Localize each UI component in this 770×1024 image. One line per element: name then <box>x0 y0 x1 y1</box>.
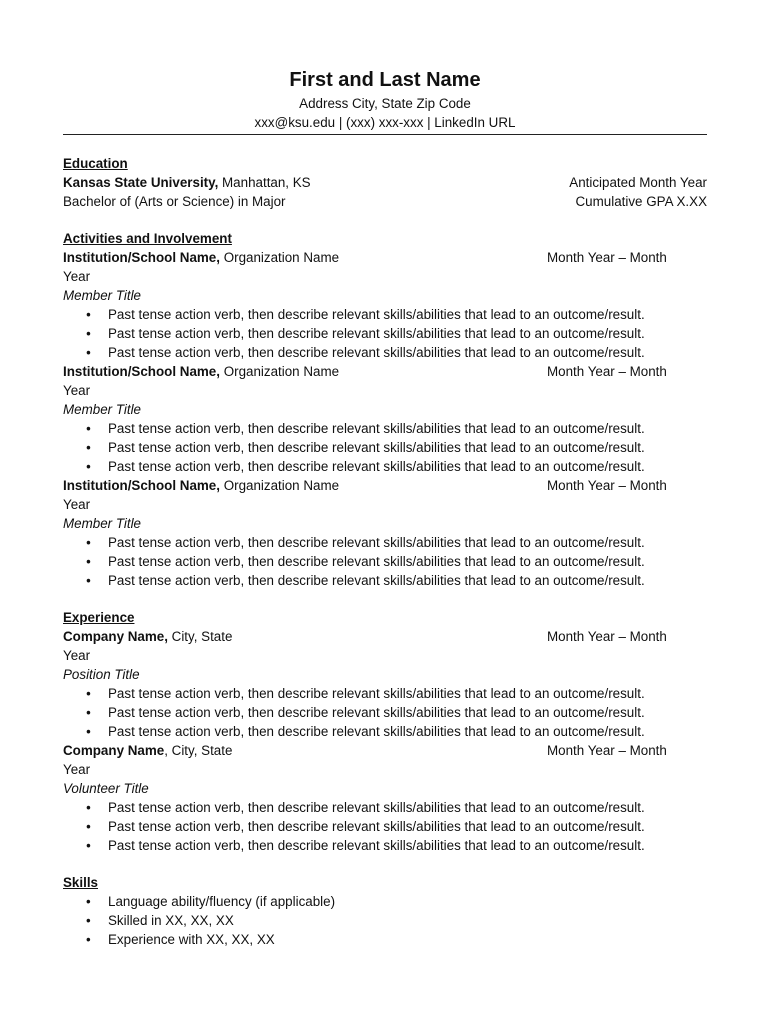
skills-section <box>63 873 707 949</box>
bullet-icon: • <box>86 686 91 701</box>
entry-date-range: Month Year – Month <box>547 250 667 265</box>
bullet-item <box>63 552 707 571</box>
entry-date-continuation: Year <box>63 762 91 777</box>
entry-org-detail: Organization Name <box>219 364 340 379</box>
bullet-item <box>63 457 707 476</box>
resume-entry <box>63 248 707 362</box>
resume-entry <box>63 476 707 590</box>
entry-org-name: Company Name <box>63 743 165 758</box>
entry-header <box>63 741 707 779</box>
experience-heading: Experience <box>63 610 135 625</box>
entry-date-range: Month Year – Month <box>547 743 667 758</box>
entry-header <box>63 362 707 400</box>
bullet-text: Past tense action verb, then describe relevant skills/abilities that lead to an outcome/result. <box>108 724 645 739</box>
skill-item <box>63 911 707 930</box>
bullet-text: Past tense action verb, then describe relevant skills/abilities that lead to an outcome/result. <box>108 573 645 588</box>
bullet-text: Past tense action verb, then describe relevant skills/abilities that lead to an outcome/result. <box>108 421 645 436</box>
bullet-item <box>63 798 707 817</box>
bullet-item <box>63 703 707 722</box>
bullet-text: Past tense action verb, then describe relevant skills/abilities that lead to an outcome/result. <box>108 800 645 815</box>
entry-org-detail: , City, State <box>164 743 233 758</box>
entry-header <box>63 627 707 665</box>
resume-entry <box>63 627 707 741</box>
school-location: Manhattan, KS <box>218 175 311 190</box>
education-heading: Education <box>63 156 128 171</box>
bullet-item <box>63 533 707 552</box>
bullet-icon: • <box>86 819 91 834</box>
resume-header <box>63 66 707 132</box>
bullet-item <box>63 722 707 741</box>
address-line: Address City, State Zip Code <box>299 96 471 111</box>
entry-header <box>63 248 707 286</box>
entry-role-title: Position Title <box>63 667 140 682</box>
bullet-item <box>63 836 707 855</box>
gpa: Cumulative GPA X.XX <box>575 194 707 209</box>
entry-date-range: Month Year – Month <box>547 478 667 493</box>
bullet-text: Past tense action verb, then describe relevant skills/abilities that lead to an outcome/result. <box>108 440 645 455</box>
bullet-icon: • <box>86 932 91 947</box>
bullet-text: Past tense action verb, then describe relevant skills/abilities that lead to an outcome/result. <box>108 307 645 322</box>
experience-section <box>63 608 707 855</box>
skill-item <box>63 930 707 949</box>
resume-page <box>63 66 707 949</box>
bullet-item <box>63 324 707 343</box>
activities-section <box>63 229 707 590</box>
activities-entries <box>63 248 707 590</box>
entry-bullets <box>63 305 707 362</box>
bullet-icon: • <box>86 440 91 455</box>
entry-org-name: Institution/School Name, <box>63 478 220 493</box>
bullet-item <box>63 438 707 457</box>
entry-date-continuation: Year <box>63 497 91 512</box>
entry-role-title: Member Title <box>63 516 142 531</box>
entry-date-range: Month Year – Month <box>547 364 667 379</box>
entry-role-title: Member Title <box>63 402 142 417</box>
education-section <box>63 154 707 211</box>
bullet-text: Past tense action verb, then describe relevant skills/abilities that lead to an outcome/result. <box>108 554 645 569</box>
bullet-icon: • <box>86 307 91 322</box>
bullet-text: Past tense action verb, then describe relevant skills/abilities that lead to an outcome/result. <box>108 535 645 550</box>
bullet-icon: • <box>86 554 91 569</box>
bullet-item <box>63 305 707 324</box>
bullet-text: Past tense action verb, then describe relevant skills/abilities that lead to an outcome/result. <box>108 345 645 360</box>
school-name: Kansas State University, <box>63 175 219 190</box>
entry-org-detail: Organization Name <box>219 478 340 493</box>
bullet-icon: • <box>86 421 91 436</box>
bullet-icon: • <box>86 724 91 739</box>
bullet-text: Past tense action verb, then describe relevant skills/abilities that lead to an outcome/result. <box>108 326 645 341</box>
entry-org-detail: Organization Name <box>219 250 340 265</box>
entry-role-title: Member Title <box>63 288 142 303</box>
entry-role-title: Volunteer Title <box>63 781 149 796</box>
bullet-item <box>63 817 707 836</box>
bullet-item <box>63 343 707 362</box>
entry-date-continuation: Year <box>63 383 91 398</box>
education-school-row <box>63 173 707 192</box>
entry-bullets <box>63 798 707 855</box>
bullet-icon: • <box>86 326 91 341</box>
activities-heading: Activities and Involvement <box>63 231 232 246</box>
entry-date-continuation: Year <box>63 648 91 663</box>
bullet-text: Skilled in XX, XX, XX <box>108 913 234 928</box>
bullet-icon: • <box>86 894 91 909</box>
degree: Bachelor of (Arts or Science) in Major <box>63 194 286 209</box>
entry-bullets <box>63 533 707 590</box>
graduation-date: Anticipated Month Year <box>569 175 707 190</box>
skill-item <box>63 892 707 911</box>
entry-org-name: Institution/School Name, <box>63 364 220 379</box>
bullet-icon: • <box>86 838 91 853</box>
skills-heading: Skills <box>63 875 98 890</box>
bullet-icon: • <box>86 459 91 474</box>
bullet-icon: • <box>86 705 91 720</box>
entry-org-detail: City, State <box>167 629 233 644</box>
bullet-icon: • <box>86 800 91 815</box>
bullet-icon: • <box>86 535 91 550</box>
resume-entry <box>63 362 707 476</box>
bullet-item <box>63 684 707 703</box>
bullet-text: Past tense action verb, then describe relevant skills/abilities that lead to an outcome/result. <box>108 819 645 834</box>
entry-bullets <box>63 684 707 741</box>
resume-entry <box>63 741 707 855</box>
header-divider <box>63 134 707 135</box>
bullet-item <box>63 571 707 590</box>
bullet-text: Language ability/fluency (if applicable) <box>108 894 336 909</box>
entry-org-name: Institution/School Name, <box>63 250 220 265</box>
entry-bullets <box>63 419 707 476</box>
contact-line: xxx@ksu.edu | (xxx) xxx-xxx | LinkedIn URL <box>254 115 516 130</box>
bullet-icon: • <box>86 913 91 928</box>
full-name: First and Last Name <box>289 69 481 91</box>
bullet-text: Past tense action verb, then describe relevant skills/abilities that lead to an outcome/result. <box>108 686 645 701</box>
entry-header <box>63 476 707 514</box>
bullet-text: Past tense action verb, then describe relevant skills/abilities that lead to an outcome/result. <box>108 459 645 474</box>
bullet-text: Past tense action verb, then describe relevant skills/abilities that lead to an outcome/result. <box>108 838 645 853</box>
bullet-item <box>63 419 707 438</box>
entry-org-name: Company Name, <box>63 629 168 644</box>
bullet-text: Experience with XX, XX, XX <box>108 932 275 947</box>
experience-entries <box>63 627 707 855</box>
bullet-icon: • <box>86 573 91 588</box>
bullet-text: Past tense action verb, then describe relevant skills/abilities that lead to an outcome/result. <box>108 705 645 720</box>
bullet-icon: • <box>86 345 91 360</box>
entry-date-range: Month Year – Month <box>547 629 667 644</box>
skills-list <box>63 892 707 949</box>
education-degree-row <box>63 192 707 211</box>
entry-date-continuation: Year <box>63 269 91 284</box>
